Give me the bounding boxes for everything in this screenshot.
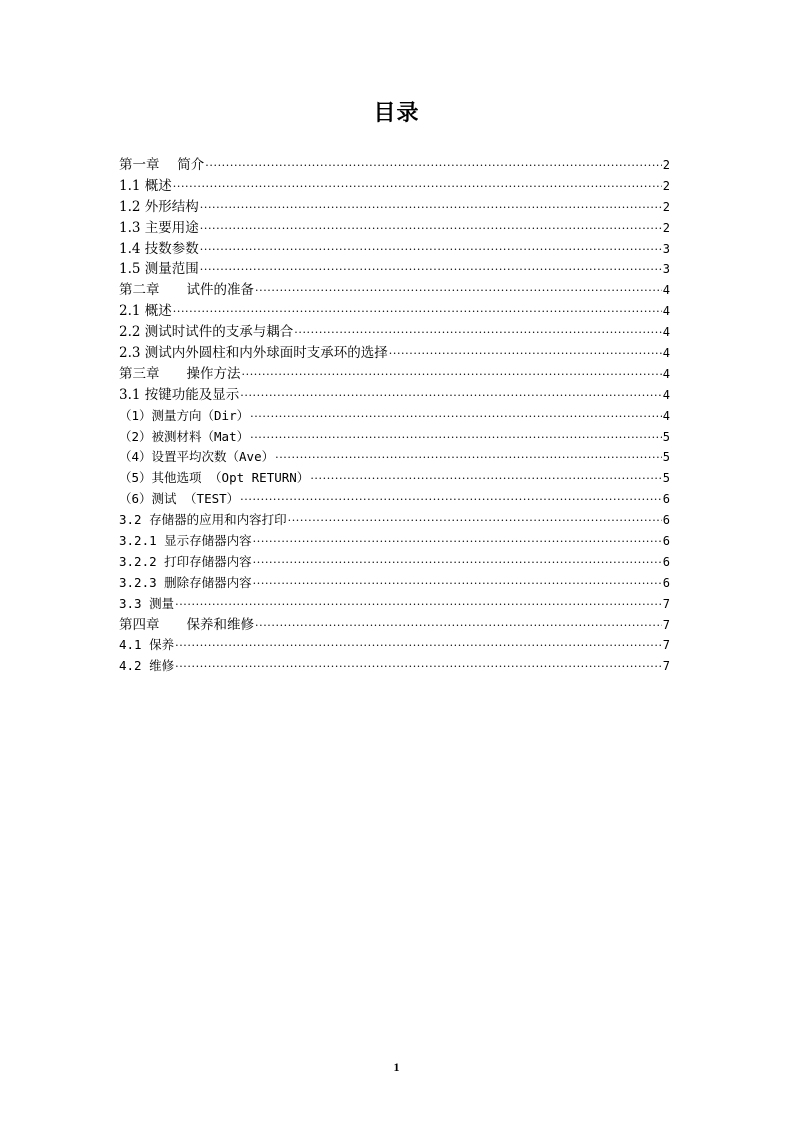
toc-entry-label: 4.1 保养	[119, 637, 175, 653]
toc-entry[interactable]	[119, 259, 670, 280]
toc-entry-page: 4	[662, 346, 670, 361]
toc-leader-dots	[288, 511, 662, 531]
toc-entry[interactable]	[119, 427, 670, 448]
toc-leader-dots	[240, 386, 662, 406]
toc-leader-dots	[175, 636, 662, 656]
toc-entry[interactable]	[119, 594, 670, 615]
toc-entry[interactable]	[119, 385, 670, 406]
toc-entry-label: （6）测试 （TEST）	[119, 491, 240, 507]
toc-entry[interactable]	[119, 239, 670, 260]
toc-entry-label: 1.5 测量范围	[119, 261, 199, 278]
toc-entry-page: 6	[662, 492, 670, 507]
toc-list	[119, 155, 670, 677]
toc-entry[interactable]	[119, 280, 670, 301]
toc-entry-label: 2.2 测试时试件的支承与耦合	[119, 324, 294, 341]
toc-entry-label: 3.3 测量	[119, 595, 175, 611]
toc-entry-label: 第二章 试件的准备	[119, 282, 254, 299]
toc-leader-dots	[389, 344, 662, 364]
toc-leader-dots	[240, 490, 662, 510]
toc-entry-page: 4	[662, 366, 670, 381]
toc-entry-page: 4	[662, 325, 670, 340]
toc-entry-page: 6	[662, 513, 670, 528]
toc-entry-label: 第三章 操作方法	[119, 365, 241, 382]
toc-entry-label: （2）被测材料（Mat）	[119, 428, 250, 444]
toc-entry-label: 4.2 维修	[119, 658, 175, 674]
toc-entry[interactable]	[119, 155, 670, 176]
toc-leader-dots	[200, 240, 662, 260]
toc-leader-dots	[242, 365, 662, 385]
page-number: 1	[393, 1060, 400, 1074]
toc-entry-page: 2	[662, 178, 670, 193]
toc-entry-label: （4）设置平均次数（Ave）	[119, 449, 275, 465]
toc-entry-label: 1.2 外形结构	[119, 198, 199, 215]
toc-entry[interactable]	[119, 552, 670, 573]
toc-entry-label: （5）其他选项 （Opt RETURN）	[119, 470, 310, 486]
toc-entry-page: 7	[662, 596, 670, 611]
toc-entry[interactable]	[119, 573, 670, 594]
toc-entry-page: 4	[662, 408, 670, 423]
toc-leader-dots	[253, 574, 662, 594]
toc-entry-label: 1.4 技数参数	[119, 240, 199, 257]
toc-entry[interactable]	[119, 489, 670, 510]
toc-entry-label: 1.3 主要用途	[119, 219, 199, 236]
toc-entry-page: 6	[662, 575, 670, 590]
toc-entry-label: 3.1 按键功能及显示	[119, 386, 240, 403]
toc-leader-dots	[255, 281, 662, 301]
toc-entry[interactable]	[119, 510, 670, 531]
toc-entry-page: 2	[662, 199, 670, 214]
toc-entry-page: 7	[662, 617, 670, 632]
toc-entry[interactable]	[119, 468, 670, 489]
toc-entry-label: （1）测量方向（Dir）	[119, 407, 250, 423]
toc-entry-page: 4	[662, 387, 670, 402]
toc-entry[interactable]	[119, 343, 670, 364]
toc-leader-dots	[173, 302, 662, 322]
toc-entry-page: 5	[662, 450, 670, 465]
toc-leader-dots	[200, 260, 662, 280]
toc-leader-dots	[250, 428, 662, 448]
toc-entry-page: 4	[662, 304, 670, 319]
toc-leader-dots	[173, 177, 662, 197]
toc-entry-label: 3.2.3 删除存储器内容	[119, 574, 252, 590]
toc-leader-dots	[255, 616, 662, 636]
toc-leader-dots	[175, 657, 662, 677]
toc-entry[interactable]	[119, 656, 670, 677]
toc-entry[interactable]	[119, 406, 670, 427]
toc-leader-dots	[205, 156, 661, 176]
toc-entry-label: 2.3 测试内外圆柱和内外球面时支承环的选择	[119, 345, 388, 362]
toc-leader-dots	[175, 595, 662, 615]
toc-entry[interactable]	[119, 197, 670, 218]
toc-entry-page: 7	[662, 638, 670, 653]
toc-entry[interactable]	[119, 301, 670, 322]
toc-entry-label: 3.2 存储器的应用和内容打印	[119, 512, 287, 528]
toc-entry-label: 2.1 概述	[119, 303, 172, 320]
toc-entry-page: 6	[662, 554, 670, 569]
toc-leader-dots	[294, 323, 662, 343]
toc-entry-label: 3.2.1 显示存储器内容	[119, 533, 252, 549]
toc-entry[interactable]	[119, 447, 670, 468]
toc-leader-dots	[253, 553, 662, 573]
toc-entry-page: 4	[662, 283, 670, 298]
toc-entry[interactable]	[119, 218, 670, 239]
toc-leader-dots	[275, 448, 662, 468]
toc-entry-page: 5	[662, 429, 670, 444]
toc-entry-page: 3	[662, 241, 670, 256]
toc-leader-dots	[253, 532, 662, 552]
toc-entry[interactable]	[119, 531, 670, 552]
toc-entry-page: 2	[662, 220, 670, 235]
toc-entry-page: 6	[662, 534, 670, 549]
toc-entry-page: 2	[662, 158, 670, 172]
toc-leader-dots	[310, 469, 661, 489]
toc-entry-label: 第四章 保养和维修	[119, 616, 254, 633]
toc-leader-dots	[200, 219, 662, 239]
toc-entry[interactable]	[119, 615, 670, 636]
toc-entry-page: 7	[662, 659, 670, 674]
toc-entry[interactable]	[119, 176, 670, 197]
toc-leader-dots	[200, 198, 662, 218]
toc-entry-label: 第一章 简介	[119, 157, 205, 173]
toc-entry[interactable]	[119, 322, 670, 343]
toc-entry-page: 3	[662, 262, 670, 277]
toc-leader-dots	[250, 407, 662, 427]
toc-entry-label: 1.1 概述	[119, 177, 172, 194]
toc-entry[interactable]	[119, 635, 670, 656]
toc-entry-label: 3.2.2 打印存储器内容	[119, 553, 252, 569]
toc-entry-page: 5	[662, 471, 670, 486]
toc-entry[interactable]	[119, 364, 670, 385]
toc-title: 目录	[373, 101, 420, 126]
